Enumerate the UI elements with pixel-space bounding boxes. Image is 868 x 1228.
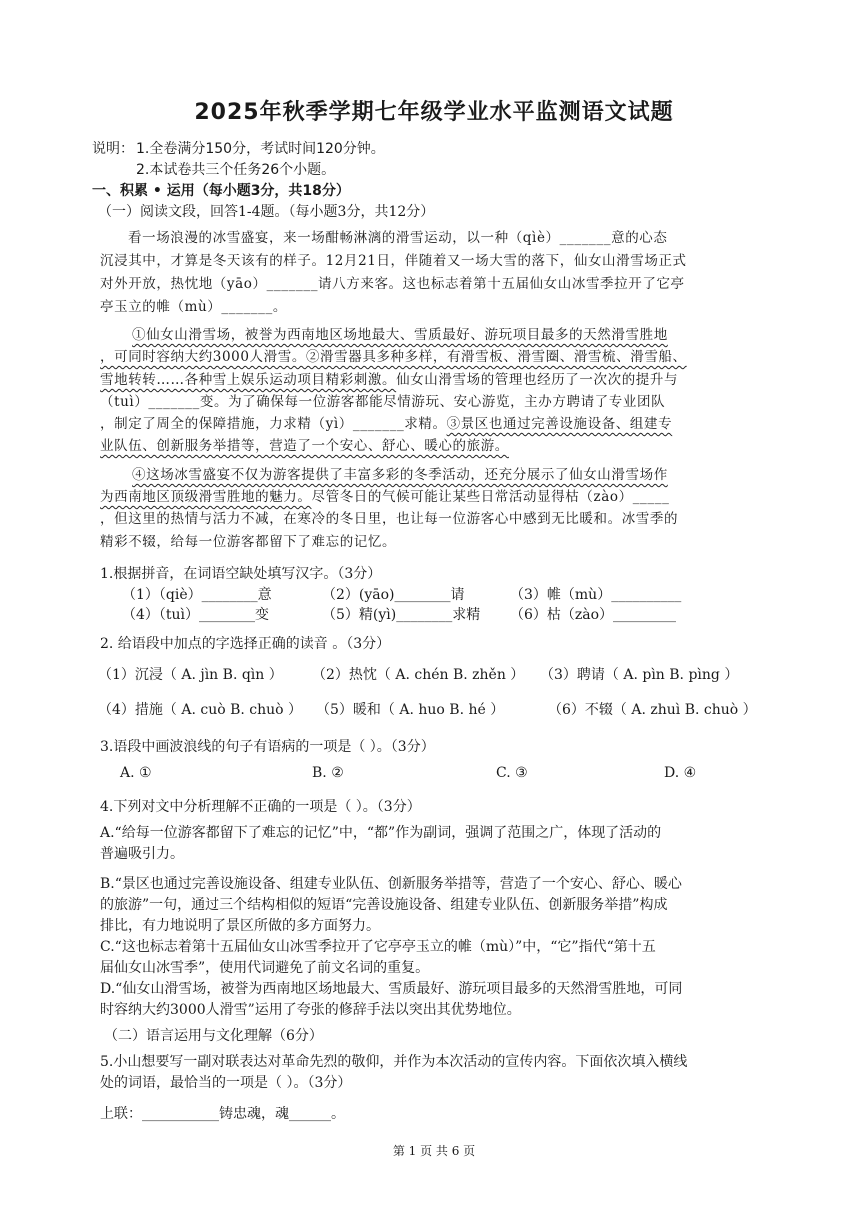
passage-p2-wavy-5: ③景区也通过完善设施设备、组建专 <box>446 416 673 432</box>
passage-p1-line-3: 对外开放，热忱地（yāo）_______请八方来客。这也标志着第十五届仙女山冰雪季拉开了它亭 <box>100 276 685 292</box>
passage-p2-line-5-start: ，制定了周全的保障措施，力求精（yì）_______求精。 <box>100 416 447 432</box>
passage-p2-wavy-2: ，可同时容纳大约3000人滑雪。②滑雪器具多种多样，有滑雪板、滑雪圈、滑雪梳、滑雪船、 <box>100 349 687 365</box>
passage-p3-line-2-rest: 尽管冬日的气候可能让某些日常活动显得枯（zào）_____ <box>311 489 670 505</box>
q2-item-6: （6）不辍（ A. zhuì B. chuò ） <box>548 702 757 718</box>
q1-stem: 1.根据拼音，在词语空缺处填写汉字。（3分） <box>100 566 382 582</box>
q2-item-4: （4）措施（ A. cuò B. chuò ） <box>98 702 303 718</box>
q1-item-2: （2）(yāo)________请 <box>322 587 465 603</box>
q3-option-c: C. ③ <box>496 765 528 781</box>
q4-stem: 4.下列对文中分析理解不正确的一项是（ ）。（3分） <box>100 799 421 815</box>
passage-p2-line-3-rest: 仙女山滑雪场的管理也经历了一次次的提升与 <box>396 372 679 388</box>
q4-option-b-line-2: 的旅游”一句，通过三个结构相似的短语“完善设施设备、组建专业队伍、创新服务举措”构成 <box>100 897 668 913</box>
passage-p3-line-3: ，但这里的热情与活力不减，在寒冷的冬日里，也让每一位游客心中感到无比暖和。冰雪季的 <box>100 511 679 527</box>
q2-item-5: （5）暖和（ A. huo B. hé ） <box>316 702 505 718</box>
q4-option-b-line-3: 排比，有力地说明了景区所做的多方面努力。 <box>100 918 380 934</box>
q3-option-a: A. ① <box>120 765 152 781</box>
passage-p1-line-4: 亭玉立的帷（mù）_______。 <box>100 299 287 315</box>
passage-p2-line-5 <box>100 412 672 432</box>
q4-option-a-line-1: A.“给每一位游客都留下了难忘的记忆”中，“都”作为副词，强调了范围之广，体现了活动的 <box>100 825 662 841</box>
q3-option-b: B. ② <box>312 765 344 781</box>
q5-stem-line-2: 处的词语，最恰当的一项是（ ）。（3分） <box>100 1075 352 1091</box>
q1-item-6: （6）枯（zào）_________ <box>510 607 677 623</box>
q1-item-3: （3）帷（mù）__________ <box>510 587 682 603</box>
section-1-sub-heading: （一）阅读文段，回答1-4题。（每小题3分，共12分） <box>98 204 435 220</box>
q4-option-d-line-2: 时容纳大约3000人滑雪”运用了夸张的修辞手法以突出其优势地位。 <box>100 1002 521 1018</box>
q1-item-1: （1）（qiè）________意 <box>122 587 272 603</box>
q4-option-c-line-2: 届仙女山冰雪季”，使用代词避免了前文名词的重复。 <box>100 960 430 976</box>
passage-p2-line-4: （tuì）_______变。为了确保每一位游客都能尽情游玩、安心游览，主办方聘请了专业团队 <box>100 394 666 410</box>
passage-p2-line-3 <box>100 368 678 388</box>
q5-stem-line-1: 5.小山想要写一副对联表达对革命先烈的敬仰，并作为本次活动的宣传内容。下面依次填入横线 <box>100 1054 688 1070</box>
q1-item-4: （4）（tuì）________变 <box>122 607 270 623</box>
passage-p3-wavy-1: ④这场冰雪盛宴不仅为游客提供了丰富多彩的冬季活动，还充分展示了仙女山滑雪场作 <box>132 467 668 483</box>
q4-option-b-line-1: B.“景区也通过完善设施设备、组建专业队伍、创新服务举措等，营造了一个安心、舒心、暖心 <box>100 876 682 892</box>
q3-option-d: D. ④ <box>664 765 697 781</box>
page-footer: 第 1 页 共 6 页 <box>392 1144 476 1158</box>
passage-p2-wavy-1: ①仙女山滑雪场，被誉为西南地区场地最大、雪质最好、游玩项目最多的天然滑雪胜地 <box>132 327 668 343</box>
passage-p2-wavy-6: 业队伍、创新服务举措等，营造了一个安心、舒心、暖心的旅游。 <box>100 438 509 454</box>
passage-p3-wavy-2: 为西南地区顶级滑雪胜地的魅力。 <box>100 489 312 505</box>
q4-option-a-line-2: 普遍吸引力。 <box>100 846 184 862</box>
exam-title: 2025年秋季学期七年级学业水平监测语文试题 <box>194 100 674 125</box>
passage-p2-wavy-3: 雪地转转……各种雪上娱乐运动项目精彩刺激。 <box>100 372 397 388</box>
notes-prefix: 说明： <box>92 141 134 157</box>
q4-option-d-line-1: D.“仙女山滑雪场，被誉为西南地区场地最大、雪质最好、游玩项目最多的天然滑雪胜地，可同 <box>100 981 683 997</box>
q4-option-c-line-1: C.“这也标志着第十五届仙女山冰雪季拉开了它亭亭玉立的帷（mù）”中，“它”指代“第十五 <box>100 939 656 955</box>
section-2-heading: （二）语言运用与文化理解（6分） <box>104 1028 323 1044</box>
passage-p3-line-2 <box>100 485 669 505</box>
passage-p1-line-1: 看一场浪漫的冰雪盛宴，来一场酣畅淋漓的滑雪运动，以一种（qìè）_______意的心态 <box>128 230 668 246</box>
notes-item-1: 1.全卷满分150分，考试时间120分钟。 <box>136 141 385 157</box>
section-1-heading: 一、积累 • 运用（每小题3分，共18分） <box>92 183 350 199</box>
q2-item-3: （3）聘请（ A. pìn B. pìng ） <box>540 667 739 683</box>
q2-stem: 2. 给语段中加点的字选择正确的读音 。（3分） <box>100 636 391 652</box>
passage-p3-line-4: 精彩不辍，给每一位游客都留下了难忘的记忆。 <box>100 534 397 550</box>
q2-item-2: （2）热忱（ A. chén B. zhěn ） <box>312 667 525 683</box>
passage-p1-line-2: 沉浸其中，才算是冬天该有的样子。12月21日，伴随着又一场大雪的落下，仙女山滑雪场正式 <box>100 253 687 269</box>
q1-item-5: （5）精(yì)________求精 <box>322 607 481 623</box>
q2-item-1: （1）沉浸（ A. jìn B. qìn ） <box>98 667 283 683</box>
q5-couplet-upper: 上联：___________铸忠魂，魂______。 <box>100 1106 345 1122</box>
q3-stem: 3.语段中画波浪线的句子有语病的一项是（ ）。（3分） <box>100 739 435 755</box>
notes-item-2: 2.本试卷共三个任务26个小题。 <box>136 162 336 178</box>
